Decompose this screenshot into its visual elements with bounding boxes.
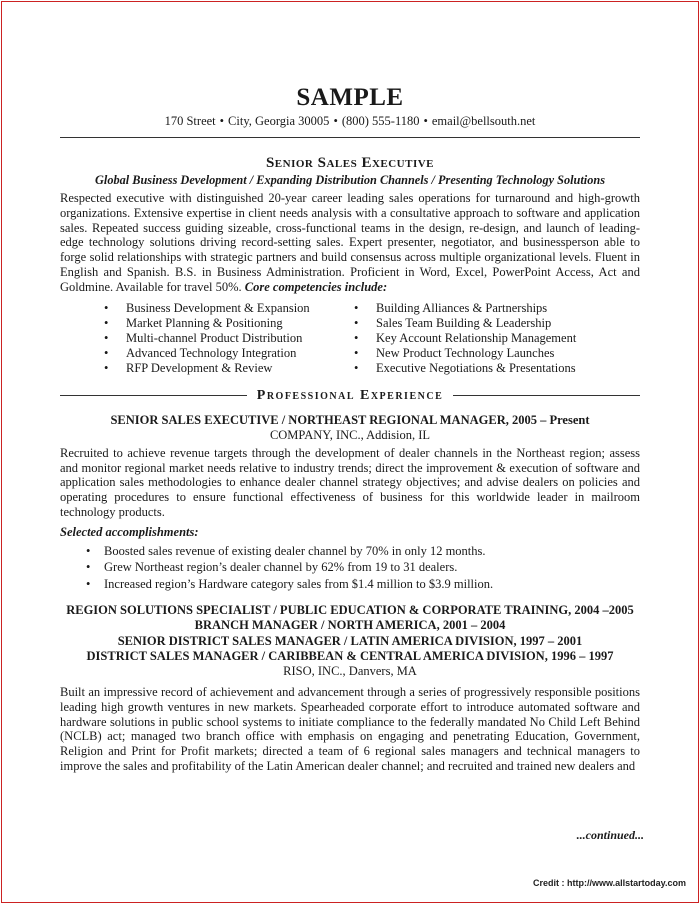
competencies-left-column bbox=[104, 301, 334, 377]
job-entry-1 bbox=[60, 413, 640, 593]
competency-item: • RFP Development & Review bbox=[104, 361, 334, 376]
competency-item: • Advanced Technology Integration bbox=[104, 346, 334, 361]
job-company: RISO, INC., Danvers, MA bbox=[283, 664, 417, 679]
competency-item: • Sales Team Building & Leadership bbox=[354, 316, 576, 331]
job-title: REGION SOLUTIONS SPECIALIST / PUBLIC EDUCATION & CORPORATE TRAINING, 2004 –2005 bbox=[66, 603, 634, 618]
job-title: SENIOR DISTRICT SALES MANAGER / LATIN AMERICA DIVISION, 1997 – 2001 bbox=[117, 633, 583, 648]
section-divider bbox=[453, 395, 640, 396]
accomplishments-label: Selected accomplishments: bbox=[60, 524, 199, 539]
image-credit: Credit : http://www.allstartoday.com bbox=[532, 878, 686, 888]
contact-email: email@bellsouth.net bbox=[431, 114, 536, 128]
contact-phone: (800) 555-1180 bbox=[341, 114, 420, 128]
job-title: BRANCH MANAGER / NORTH AMERICA, 2001 – 2004 bbox=[194, 618, 506, 633]
summary-text: Respected executive with distinguished 20-year career leading sales operations for turnaround and high-growth organizations. Extensive expertise in client needs analysis with a consultative approach to software and application sales. Repeated success guiding sizeable, cross-functional teams in the design, re-design, and launch of leading-edge technology solutions driving record-setting sales. Expert presenter, negotiator, and businessperson able to forge solid relationships with strategic partners and build consensus across multiple organizational levels. Fluent in English and Spanish. B.S. in Business Administration. Proficient in Word, Excel, PowerPoint Access, Act and Goldmine. Available for travel 50%. bbox=[60, 191, 640, 294]
bullet-icon: • bbox=[219, 114, 225, 128]
competencies-list bbox=[60, 301, 640, 377]
job-title: SENIOR SALES EXECUTIVE / NORTHEAST REGIONAL MANAGER, 2005 – Present bbox=[110, 412, 590, 427]
accomplishment-item: • Grew Northeast region’s dealer channel by 62% from 19 to 31 dealers. bbox=[60, 559, 640, 576]
summary-paragraph bbox=[60, 191, 640, 295]
job-company: COMPANY, INC., Addision, IL bbox=[269, 427, 431, 442]
experience-heading: Professional Experience bbox=[256, 387, 444, 403]
competency-item: • Building Alliances & Partnerships bbox=[354, 301, 576, 316]
header-divider bbox=[60, 137, 640, 138]
continued-note: ...continued... bbox=[576, 828, 644, 842]
contact-city: City, Georgia 30005 bbox=[228, 114, 330, 128]
job-title: DISTRICT SALES MANAGER / CARIBBEAN & CENTRAL AMERICA DIVISION, 1996 – 1997 bbox=[86, 648, 614, 663]
section-divider bbox=[60, 395, 247, 396]
contact-line bbox=[60, 113, 640, 129]
resume-page bbox=[60, 85, 640, 774]
competency-item: • Executive Negotiations & Presentations bbox=[354, 361, 576, 376]
competency-item: • Multi-channel Product Distribution bbox=[104, 331, 334, 346]
resume-name: SAMPLE bbox=[296, 84, 404, 111]
accomplishment-item: • Increased region’s Hardware category sales from $1.4 million to $3.9 million. bbox=[60, 576, 640, 593]
bullet-icon: • bbox=[333, 114, 338, 128]
contact-street: 170 Street bbox=[164, 114, 216, 128]
experience-section-header bbox=[60, 387, 640, 405]
accomplishments-list bbox=[60, 543, 640, 593]
accomplishment-item: • Boosted sales revenue of existing dealer channel by 70% in only 12 months. bbox=[60, 543, 640, 560]
competency-item: • Market Planning & Positioning bbox=[104, 316, 334, 331]
competencies-right-column bbox=[354, 301, 576, 377]
job-description: Recruited to achieve revenue targets through the development of dealer channels in the Northeast region; assess and monitor regional market needs relative to industry trends; direct the improvement & execution of software and application sales methodologies to enhance dealer channel strategy objectives; and advise dealers on policies and operating procedures to ensure functional effectiveness of business for this worldwide leader in mailroom technology products. bbox=[60, 445, 640, 519]
competency-item: • Key Account Relationship Management bbox=[354, 331, 576, 346]
summary-title: Senior Sales Executive bbox=[265, 155, 435, 171]
job-entry-2 bbox=[60, 603, 640, 774]
core-competencies-label: Core competencies include: bbox=[244, 279, 388, 294]
summary-subtitle: Global Business Development / Expanding Distribution Channels / Presenting Technology Solutions bbox=[95, 173, 605, 187]
bullet-icon: • bbox=[423, 114, 428, 128]
competency-item: • Business Development & Expansion bbox=[104, 301, 334, 316]
competency-item: • New Product Technology Launches bbox=[354, 346, 576, 361]
job-description: Built an impressive record of achievement and advancement through a series of progressively responsible positions leading high growth ventures in new markets. Spearheaded corporate effort to introduce automated software and hardware solutions in public school systems to initiate compliance to the federally mandated No Child Left Behind (NCLB) act; managed two branch office with emphasis on engaging and penetrating Education, Government, Religion and Print for Profit markets; directed a team of 6 regional sales managers and technical managers to improve the sales and profitability of the Latin American dealer channel; and recruited and trained new dealers and bbox=[60, 685, 640, 774]
